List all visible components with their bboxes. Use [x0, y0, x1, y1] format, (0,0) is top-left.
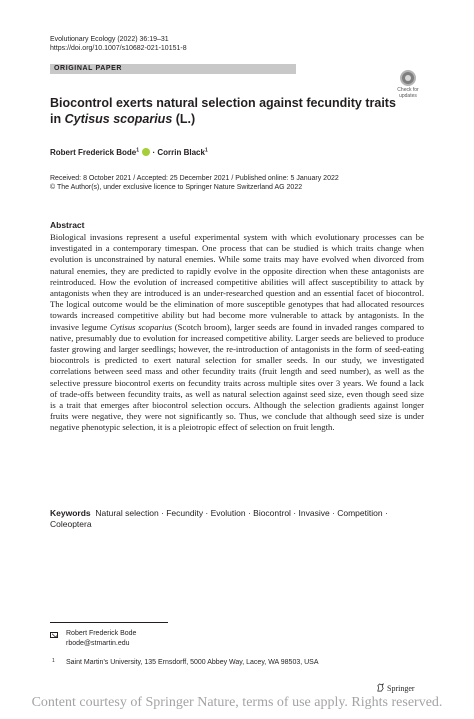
author-affiliation-marker: 1 — [204, 147, 208, 154]
title-part2: (L.) — [172, 111, 196, 126]
author-name[interactable]: Robert Frederick Bode — [50, 148, 137, 157]
courtesy-notice: Content courtesy of Springer Nature, terms of use apply. Rights reserved. — [31, 695, 443, 710]
article-type-label: ORIGINAL PAPER — [54, 65, 123, 72]
footnote-divider — [50, 622, 168, 623]
affiliation-number: 1 — [52, 658, 55, 664]
springer-horse-icon — [376, 683, 385, 692]
mail-icon — [50, 632, 58, 638]
keywords-label: Keywords — [50, 508, 91, 518]
corresponding-author-name: Robert Frederick Bode — [66, 630, 137, 637]
check-updates-badge — [400, 70, 416, 86]
author-affiliation-marker: 1 — [136, 147, 140, 154]
publisher-name: Springer — [387, 684, 415, 693]
title-part1: Biocontrol exerts natural selection against fecundity traits in — [50, 96, 396, 126]
abstract-text-part2: (Scotch broom), larger seeds are found in invaded ranges compared to native, presumably due to evolution for increased competitive ability. Larger seeds are believed to produce faster growing and larger seedlings; however, the re-introduction of antagonists in the form of seed-eating biocontrols is predicted to exert natural selection for smaller seeds. In our study, we investigated correlations between seed mass and other fecundity traits (fruit length and seed number), as well as the selective pressure biocontrol exerts on fecundity traits across multiple sites over 3 years. We found a lack of trade-offs between fecundity traits, as well as natural selection against seed size, even though seed size is a trait that emerges after biocontrol selection occurs. Although the selection gradients against longer fruits were negative, they were not significantly so. Thus, we conclude that although seed size is under negative phenotypic selection, it is a pleiotropic effect of selection on fruit length. — [50, 321, 424, 433]
journal-reference: Evolutionary Ecology (2022) 36:19–31 — [50, 36, 169, 43]
author-separator: · — [150, 148, 158, 157]
abstract-heading: Abstract — [50, 220, 85, 230]
author-name[interactable]: Corrin Black — [157, 148, 205, 157]
corresponding-author-email[interactable]: rbode@stmartin.edu — [66, 640, 130, 647]
doi-link[interactable]: https://doi.org/10.1007/s10682-021-10151-8 — [50, 45, 187, 52]
keywords-list: Natural selection · Fecundity · Evolution · Biocontrol · Invasive · Competition · Coleoptera — [50, 508, 388, 529]
article-type-bar — [50, 64, 296, 74]
keywords — [50, 508, 424, 530]
article-title — [50, 96, 410, 127]
check-updates-line2: updates — [399, 93, 417, 99]
abstract-text-part1: Biological invasions represent a useful experimental system with which evolutionary processes can be investigated in a contemporary timespan. One process that can be studied is which traits change when evolution is unconstrained by natural enemies. While some traits may have evolved when divorced from natural enemies, they are predicted to rapidly evolve in the opposite direction when these antagonists are reintroduced. How the evolution of increased competitive abilities will affect susceptibility to attack by antagonists when they are introduced is an under-researched question and an essential facet of biocontrol. The logical outcome would be the elimination of more susceptible genotypes that had allocated resources towards increased competitive ability but had become more vulnerable to attack by antagonists. In the invasive legume — [50, 232, 424, 332]
check-updates-line1: Check for — [397, 87, 419, 93]
copyright-notice: © The Author(s), under exclusive licence to Springer Nature Switzerland AG 2022 — [50, 184, 303, 191]
affiliation-address: Saint Martin’s University, 135 Ernsdorff, 5000 Abbey Way, Lacey, WA 98503, USA — [66, 659, 319, 666]
abstract-species-name: Cytisus scoparius — [109, 321, 173, 332]
abstract-body — [50, 232, 424, 434]
publication-dates: Received: 8 October 2021 / Accepted: 25 December 2021 / Published online: 5 January 2022 — [50, 175, 339, 182]
title-species: Cytisus scoparius — [64, 111, 173, 126]
publisher-logo — [376, 683, 415, 694]
author-list — [50, 148, 208, 158]
